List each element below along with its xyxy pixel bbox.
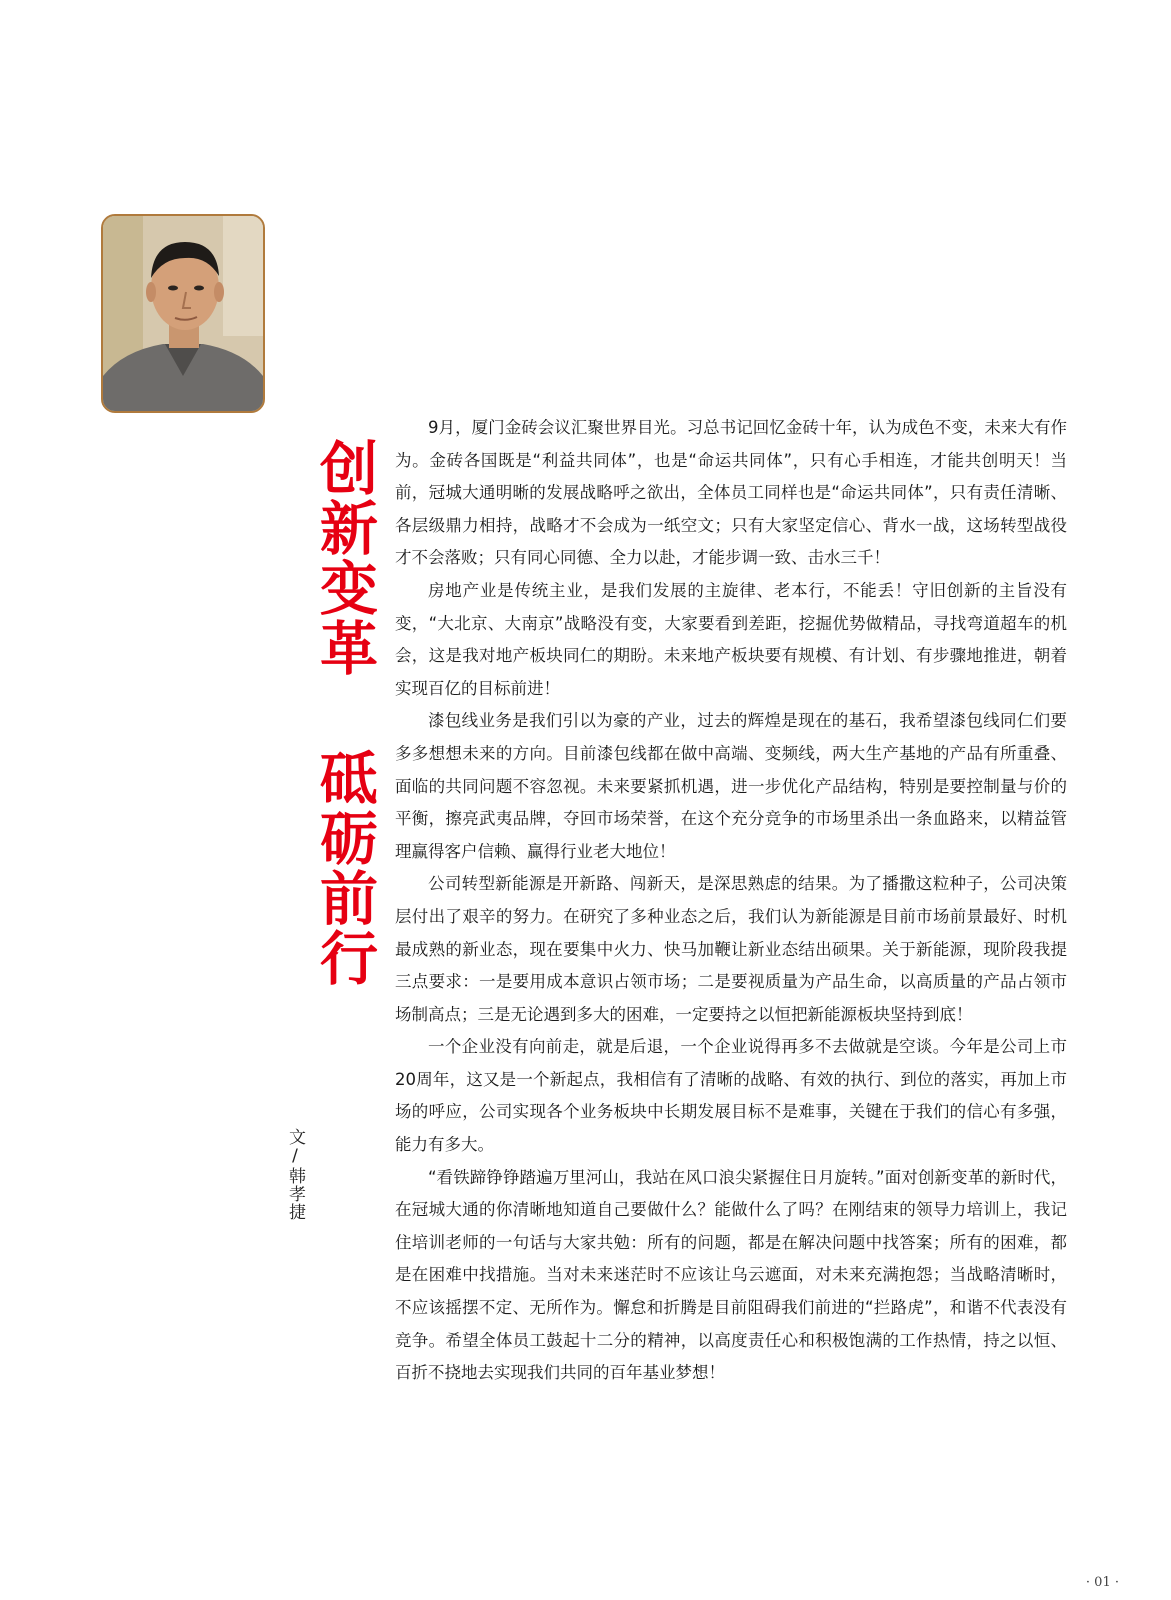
person-portrait-icon	[103, 216, 263, 411]
article-body	[395, 412, 1067, 1390]
author-portrait	[101, 214, 265, 413]
author-byline: 文/韩孝捷	[285, 1128, 305, 1221]
page-number: · 01 ·	[1085, 1575, 1119, 1590]
article-paragraph: 一个企业没有向前走，就是后退，一个企业说得再多不去做就是空谈。今年是公司上市20周年，这又是一个新起点，我相信有了清晰的战略、有效的执行、到位的落实，再加上市场的呼应，公司实现各个业务板块中长期发展目标不是难事，关键在于我们的信心有多强，能力有多大。	[395, 1037, 1067, 1155]
article-paragraph: “看铁蹄铮铮踏遍万里河山，我站在风口浪尖紧握住日月旋转。”面对创新变革的新时代，在冠城大通的你清晰地知道自己要做什么？能做什么了吗？在刚结束的领导力培训上，我记住培训老师的一句话与大家共勉：所有的问题，都是在解决问题中找答案；所有的困难，都是在困难中找措施。当对未来迷茫时不应该让乌云遮面，对未来充满抱怨；当战略清晰时，不应该摇摆不定、无所作为。懈怠和折腾是目前阻碍我们前进的“拦路虎”，和谐不代表没有竞争。希望全体员工鼓起十二分的精神，以高度责任心和积极饱满的工作热情，持之以恒、百折不挠地去实现我们共同的百年基业梦想！	[395, 1167, 1067, 1383]
article-paragraph: 9月，厦门金砖会议汇聚世界目光。习总书记回忆金砖十年，认为成色不变，未来大有作为。金砖各国既是“利益共同体”，也是“命运共同体”，只有心手相连，才能共创明天！当前，冠城大通明晰的发展战略呼之欲出，全体员工同样也是“命运共同体”，只有责任清晰、各层级鼎力相持，战略才不会成为一纸空文；只有大家坚定信心、背水一战，这场转型战役才不会落败；只有同心同德、全力以赴，才能步调一致、击水三千！	[395, 418, 1067, 568]
article-title: 创新变革 砥砺前行	[310, 438, 378, 988]
article-paragraph: 公司转型新能源是开新路、闯新天，是深思熟虑的结果。为了播撒这粒种子，公司决策层付出了艰辛的努力。在研究了多种业态之后，我们认为新能源是目前市场前景最好、时机最成熟的新业态，现在要集中火力、快马加鞭让新业态结出硕果。关于新能源，现阶段我提三点要求：一是要用成本意识占领市场；二是要视质量为产品生命，以高质量的产品占领市场制高点；三是无论遇到多大的困难，一定要持之以恒把新能源板块坚持到底！	[395, 874, 1067, 1024]
article-paragraph: 漆包线业务是我们引以为豪的产业，过去的辉煌是现在的基石，我希望漆包线同仁们要多多想想未来的方向。目前漆包线都在做中高端、变频线，两大生产基地的产品有所重叠、面临的共同问题不容忽视。未来要紧抓机遇，进一步优化产品结构，特别是要控制量与价的平衡，擦亮武夷品牌，夺回市场荣誉，在这个充分竞争的市场里杀出一条血路来，以精益管理赢得客户信赖、赢得行业老大地位！	[395, 711, 1067, 861]
article-paragraph: 房地产业是传统主业，是我们发展的主旋律、老本行，不能丢！守旧创新的主旨没有变，“大北京、大南京”战略没有变，大家要看到差距，挖掘优势做精品，寻找弯道超车的机会，这是我对地产板块同仁的期盼。未来地产板块要有规模、有计划、有步骤地推进，朝着实现百亿的目标前进！	[395, 580, 1067, 698]
